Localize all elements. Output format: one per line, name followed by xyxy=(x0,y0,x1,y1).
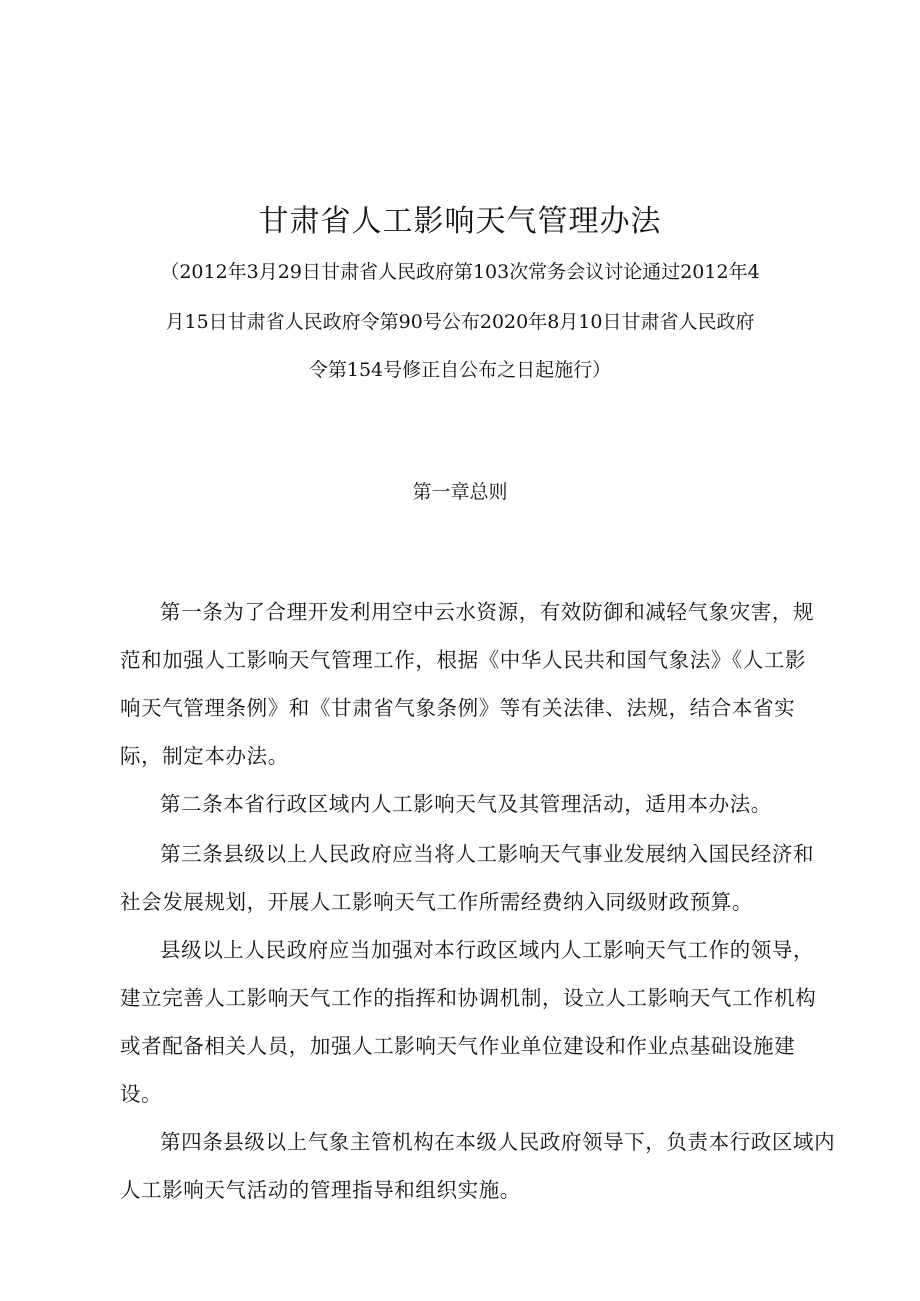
article-line: 响天气管理条例》和《甘肃省气象条例》等有关法律、法规，结合本省实 xyxy=(120,696,796,720)
article-line: 第三条县级以上人民政府应当将人工影响天气事业发展纳入国民经济和 xyxy=(160,842,815,866)
article-line: 第四条县级以上气象主管机构在本级人民政府领导下，负责本行政区域内 xyxy=(160,1130,836,1154)
article-line: 人工影响天气活动的管理指导和组织实施。 xyxy=(120,1178,521,1202)
article-line: 或者配备相关人员，加强人工影响天气作业单位建设和作业点基础设施建 xyxy=(120,1034,796,1058)
document-title: 甘肃省人工影响天气管理办法 xyxy=(258,204,662,239)
article-line: 设。 xyxy=(120,1082,163,1106)
article-line: 际，制定本办法。 xyxy=(120,744,289,768)
article-line: 第一条为了合理开发利用空中云水资源，有效防御和减轻气象灾害，规 xyxy=(160,600,815,624)
subtitle-line: 月15日甘肃省人民政府令第90号公布2020年8月10日甘肃省人民政府 xyxy=(165,311,755,333)
article-line: 县级以上人民政府应当加强对本行政区域内人工影响天气工作的领导， xyxy=(160,938,815,962)
article-line: 第二条本省行政区域内人工影响天气及其管理活动，适用本办法。 xyxy=(160,792,772,816)
subtitle-line: 令第154号修正自公布之日起施行） xyxy=(308,359,612,381)
article-line: 社会发展规划，开展人工影响天气工作所需经费纳入同级财政预算。 xyxy=(120,890,753,914)
article-line: 范和加强人工影响天气管理工作，根据《中华人民共和国气象法》《人工影 xyxy=(120,648,807,672)
subtitle-line: （2012年3月29日甘肃省人民政府第103次常务会议讨论通过2012年4 xyxy=(160,261,760,283)
chapter-heading: 第一章总则 xyxy=(412,481,508,503)
article-line: 建立完善人工影响天气工作的指挥和协调机制，设立人工影响天气工作机构 xyxy=(120,986,817,1010)
